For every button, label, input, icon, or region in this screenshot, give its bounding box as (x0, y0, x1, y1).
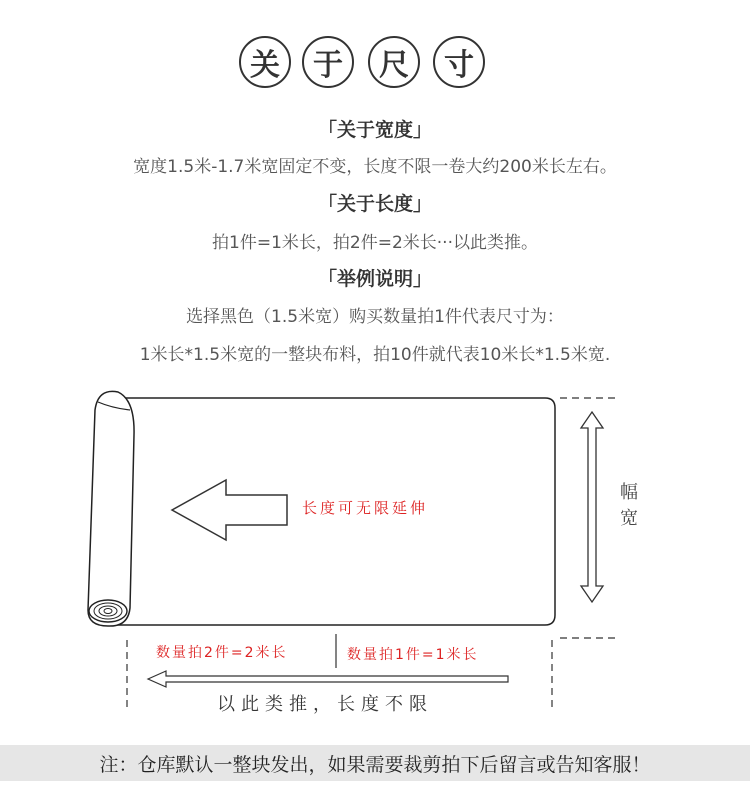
title-char-3: 尺 (368, 36, 420, 88)
width-text: 宽度1.5米-1.7米宽固定不变，长度不限一卷大约200米长左右。 (133, 157, 617, 177)
length-text: 拍1件=1米长，拍2件=2米长···以此类推。 (212, 233, 538, 253)
title-char-4: 寸 (433, 36, 485, 88)
title-row (0, 36, 750, 92)
example-heading: 「举例说明」 (317, 268, 432, 290)
width-label-1: 幅 (620, 482, 638, 503)
length-heading: 「关于长度」 (317, 193, 432, 215)
example-line-1: 选择黑色（1.5米宽）购买数量拍1件代表尺寸为： (186, 307, 564, 327)
width-heading: 「关于宽度」 (317, 119, 432, 141)
qty-2-label: 数量拍2件=2米长 (156, 645, 288, 661)
width-label-2: 宽 (620, 508, 638, 529)
note-bar: 注：仓库默认一整块发出，如果需要裁剪拍下后留言或告知客服！ (0, 745, 750, 781)
arrow-label: 长度可无限延伸 (302, 499, 429, 517)
length-arrow-icon (172, 480, 287, 540)
width-arrow-icon (581, 412, 603, 602)
title-char-1: 关 (239, 36, 291, 88)
qty-1-label: 数量拍1件=1米长 (347, 647, 479, 663)
fabric-roll-diagram (0, 380, 750, 730)
roll-cylinder (88, 391, 134, 626)
example-line-2: 1米长*1.5米宽的一整块布料，拍10件就代表10米长*1.5米宽. (139, 345, 611, 365)
diagram-graphics (0, 380, 750, 730)
bottom-text: 以此类推，长度不限 (217, 694, 433, 715)
title-char-2: 于 (302, 36, 354, 88)
bottom-arrow-icon (148, 671, 508, 687)
